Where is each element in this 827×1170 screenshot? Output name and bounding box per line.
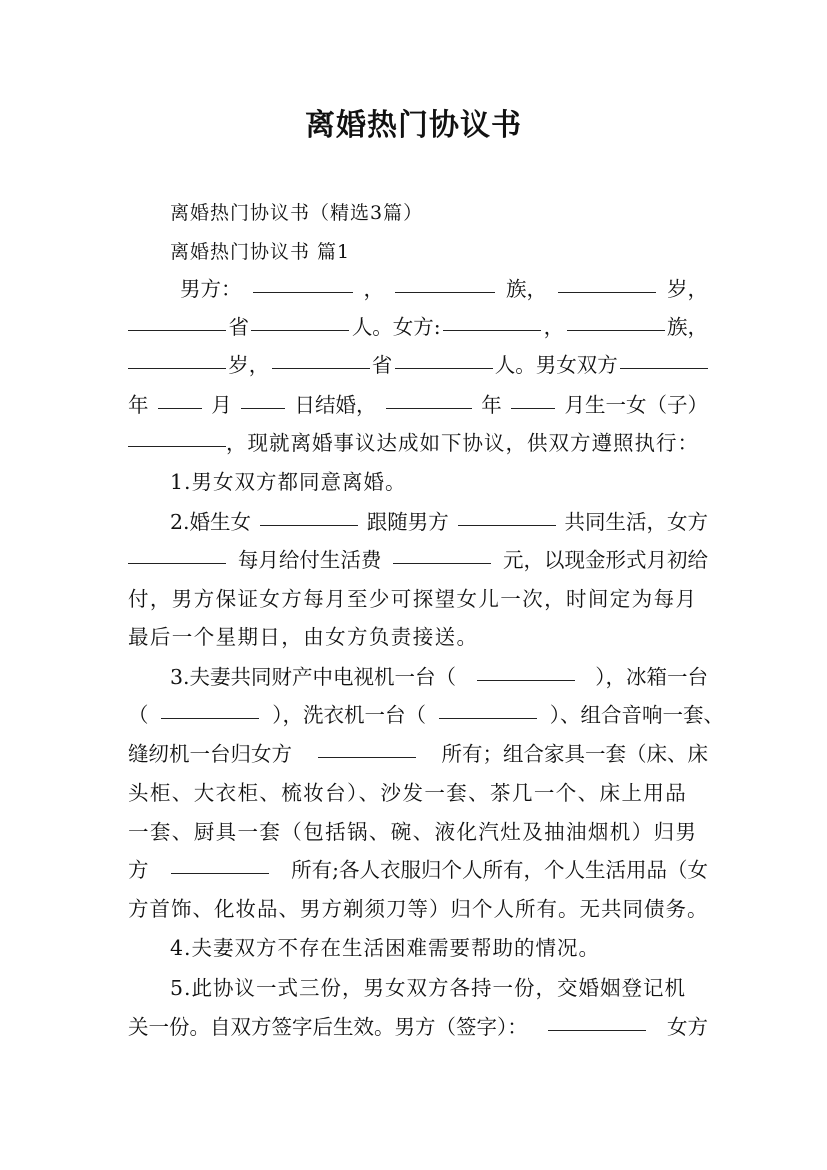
text-fragment: 缝纫机一台归女方 [128,742,292,766]
blank-line [128,424,226,447]
text-fragment: 1.男女双方都同意离婚。 [170,470,407,494]
body-line-14 [128,776,708,810]
body-line-15 [128,815,708,849]
blank-line [272,346,370,369]
body-line-12 [128,698,724,732]
body-line-10 [128,620,708,654]
text-fragment: 头柜、大衣柜、梳妆台）、沙发一套、茶几一个、床上用品 [128,781,688,805]
text-fragment: 岁， [228,353,270,377]
body-line-19 [170,971,708,1005]
text-fragment: 2.婚生女 [170,510,252,534]
body-line-9 [128,582,708,616]
text-fragment: ）、组合音响一套、 [549,703,724,727]
blank-line [439,696,537,719]
blank-line [395,270,495,293]
blank-line [318,735,416,758]
text-fragment: 月 [211,393,232,417]
blank-line [393,541,491,564]
text-fragment: 月生一女（子） [564,393,708,417]
text-fragment: 方首饰、化妆品、男方剃须刀等）归个人所有。无共同债务。 [128,897,709,921]
text-fragment: 省 [371,353,393,377]
blank-line [511,386,555,409]
text-fragment: 岁， [667,277,708,301]
blank-line [443,308,541,331]
blank-line [395,346,493,369]
text-fragment: 日结婚， [294,393,377,417]
blank-line [171,851,269,874]
text-fragment: 元，以现金形式月初给 [502,548,708,572]
blank-line [567,308,665,331]
text-fragment: 跟随男方 [366,510,449,534]
text-fragment: 男方： [180,277,242,301]
body-line-13 [128,737,708,771]
blank-line [477,658,575,681]
blank-line [128,346,226,369]
text-fragment: 共同生活，女方 [564,510,708,534]
body-line-18 [170,931,708,965]
text-fragment: （ [128,703,149,727]
text-fragment: 所有；组合家具一套（床、床 [441,742,708,766]
body-line-2 [128,310,708,344]
text-fragment: 所有;各人衣服归个人所有，个人生活用品（女 [291,858,708,882]
text-fragment: 族， [506,277,547,301]
blank-line [128,308,226,331]
blank-line [253,270,353,293]
text-fragment: ），洗衣机一台（ [272,703,426,727]
text-fragment: ， [543,315,565,339]
body-line-8 [128,543,708,577]
text-fragment: ，现就离婚事议达成如下协议，供双方遵照执行： [226,431,699,455]
blank-line [260,503,358,526]
text-fragment: 女方 [667,1015,708,1039]
body-line-20 [128,1010,708,1044]
text-fragment: 3.夫妻共同财产中电视机一台（ [170,665,457,689]
body-line-7 [170,505,708,539]
body-line-17 [128,892,708,926]
body-line-4 [128,388,708,422]
text-fragment: 年 [481,393,502,417]
blank-line [251,308,349,331]
body-line-1 [180,272,708,306]
document-title: 离婚热门协议书 [305,108,522,143]
blank-line [128,541,226,564]
text-fragment: 一套、厨具一套（包括锅、碗、液化汽灶及抽油烟机）归男 [128,820,698,844]
text-fragment: 5.此协议一式三份，男女双方各持一份，交婚姻登记机 [170,976,687,1000]
blank-line [386,386,472,409]
text-fragment: 人。男女双方 [494,353,618,377]
text-fragment: 最后一个星期日，由女方负责接送。 [128,625,479,649]
blank-line [158,386,202,409]
body-line-5 [128,426,708,460]
text-fragment: ， [363,277,384,301]
text-fragment: 方 [128,858,149,882]
text-fragment: ），冰箱一台 [595,665,708,689]
text-fragment: 关一份。自双方签字后生效。男方（签字）： [128,1015,528,1039]
subtitle-part-one: 离婚热门协议书 篇1 [170,241,351,263]
blank-line [161,696,259,719]
body-line-11 [170,660,708,694]
text-fragment: 4.夫妻双方不存在生活困难需要帮助的情况。 [170,936,601,960]
blank-line [620,346,708,369]
text-fragment: 年 [128,393,149,417]
text-fragment: 族， [666,315,708,339]
blank-line [548,1008,646,1031]
text-fragment: 付，男方保证女方每月至少可探望女儿一次，时间定为每月 [128,587,698,611]
blank-line [241,386,285,409]
text-fragment: 人。女方: [351,315,441,339]
text-fragment: 省 [228,315,249,339]
subtitle-collection: 离婚热门协议书（精选3篇） [170,202,424,224]
text-fragment: 每月给付生活费 [237,548,382,572]
body-line-16 [128,853,708,887]
body-line-6 [170,465,708,499]
blank-line [558,270,656,293]
body-line-3 [128,348,708,382]
blank-line [458,503,556,526]
